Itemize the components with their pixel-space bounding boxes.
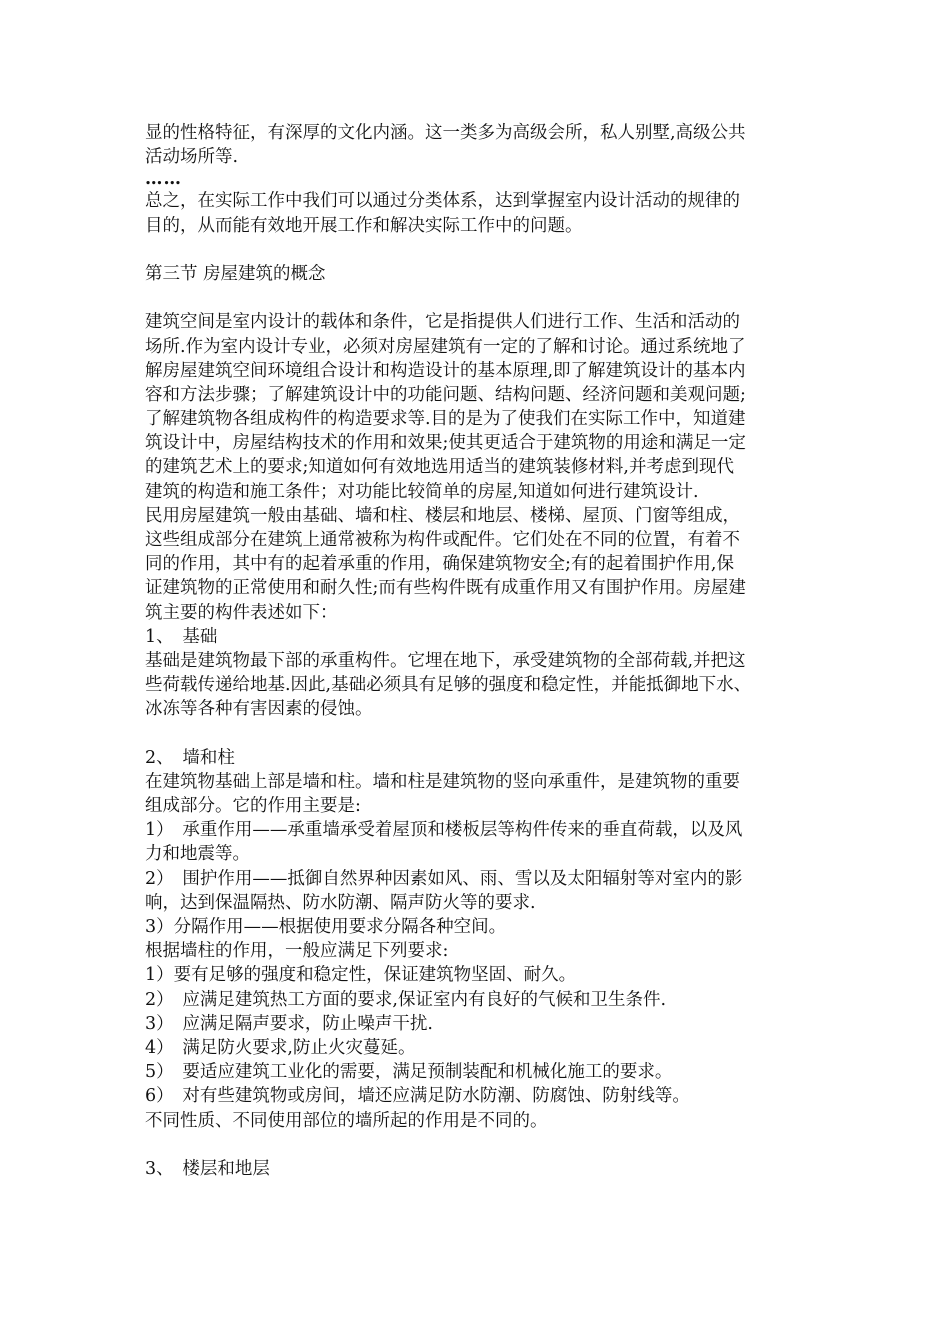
text-line: 筑设计中，房屋结构技术的作用和效果;使其更适合于建筑物的用途和满足一定 xyxy=(145,433,746,454)
text-line: 总之，在实际工作中我们可以通过分类体系，达到掌握室内设计活动的规律的 xyxy=(145,191,740,212)
text-line: 容和方法步骤；了解建筑设计中的功能问题、结构问题、经济问题和美观问题; xyxy=(145,384,746,405)
text-line: 3、 楼层和地层 xyxy=(145,1158,270,1179)
text-line: 组成部分。它的作用主要是: xyxy=(145,796,361,817)
text-line: 2） 围护作用——抵御自然界种因素如风、雨、雪以及太阳辐射等对室内的影 xyxy=(145,868,743,889)
text-line: 不同性质、不同使用部位的墙所起的作用是不同的。 xyxy=(145,1110,548,1131)
text-line: 些荷载传递给地基.因此,基础必须具有足够的强度和稳定性，并能抵御地下水、 xyxy=(145,675,752,696)
text-line: 6） 对有些建筑物或房间，墙还应满足防水防潮、防腐蚀、防射线等。 xyxy=(145,1086,690,1107)
text-line: 显的性格特征，有深厚的文化内涵。这一类多为高级会所，私人别墅,高级公共 xyxy=(145,123,746,143)
text-line: 2、 墙和柱 xyxy=(145,747,235,768)
text-line: 同的作用，其中有的起着承重的作用，确保建筑物安全;有的起着围护作用,保 xyxy=(145,554,734,575)
text-line: 建筑的构造和施工条件；对功能比较简单的房屋,知道如何进行建筑设计. xyxy=(145,481,699,502)
text-line: 活动场所等. xyxy=(145,147,239,168)
text-line: 场所.作为室内设计专业，必须对房屋建筑有一定的了解和讨论。通过系统地了 xyxy=(145,336,746,357)
blank-line xyxy=(145,1133,815,1157)
text-line: 目的，从而能有效地开展工作和解决实际工作中的问题。 xyxy=(145,215,583,236)
blank-line xyxy=(145,722,815,746)
section-heading: 第三节 房屋建筑的概念 xyxy=(145,263,326,284)
text-line: 的建筑艺术上的要求;知道如何有效地选用适当的建筑装修材料,并考虑到现代 xyxy=(145,457,734,478)
text-line: 4） 满足防火要求,防止火灾蔓延。 xyxy=(145,1037,416,1058)
text-line: 冰冻等各种有害因素的侵蚀。 xyxy=(145,699,373,720)
text-line: 在建筑物基础上部是墙和柱。墙和柱是建筑物的竖向承重件，是建筑物的重要 xyxy=(145,771,740,792)
text-line: 3） 应满足隔声要求，防止噪声干扰. xyxy=(145,1013,433,1034)
text-line: 民用房屋建筑一般由基础、墙和柱、楼层和地层、楼梯、屋顶、门窗等组成， xyxy=(145,505,740,526)
text-line: 根据墙柱的作用，一般应满足下列要求: xyxy=(145,941,449,962)
text-line: 1）要有足够的强度和稳定性，保证建筑物坚固、耐久。 xyxy=(145,965,577,986)
text-line: 解房屋建筑空间环境组合设计和构造设计的基本原理,即了解建筑设计的基本内 xyxy=(145,360,746,381)
ellipsis-line: …… xyxy=(145,169,182,190)
text-line: 3）分隔作用——根据使用要求分隔各种空间。 xyxy=(145,917,507,937)
text-line: 2） 应满足建筑热工方面的要求,保证室内有良好的气候和卫生条件. xyxy=(145,989,667,1010)
text-line: 基础是建筑物最下部的承重构件。它埋在地下，承受建筑物的全部荷载,并把这 xyxy=(145,650,746,671)
text-line: 建筑空间是室内设计的载体和条件，它是指提供人们进行工作、生活和活动的 xyxy=(145,312,740,333)
text-line: 力和地震等。 xyxy=(145,844,250,865)
text-line: 筑主要的构件表述如下： xyxy=(145,602,338,623)
text-line: 证建筑物的正常使用和耐久性;而有些构件既有成重作用又有围护作用。房屋建 xyxy=(145,578,746,599)
text-line: 1） 承重作用——承重墙承受着屋顶和楼板层等构件传来的垂直荷载，以及风 xyxy=(145,820,743,841)
text-line: 1、 基础 xyxy=(145,626,218,647)
text-line: 响，达到保温隔热、防水防潮、隔声防火等的要求. xyxy=(145,892,536,913)
text-line: 了解建筑物各组成构件的构造要求等.目的是为了使我们在实际工作中，知道建 xyxy=(145,409,746,430)
document-body xyxy=(145,121,815,1181)
text-line: 这些组成部分在建筑上通常被称为构件或配件。它们处在不同的位置，有着不 xyxy=(145,530,740,550)
blank-line xyxy=(145,286,815,310)
blank-line xyxy=(145,238,815,262)
text-line: 5） 要适应建筑工业化的需要，满足预制装配和机械化施工的要求。 xyxy=(145,1062,673,1083)
